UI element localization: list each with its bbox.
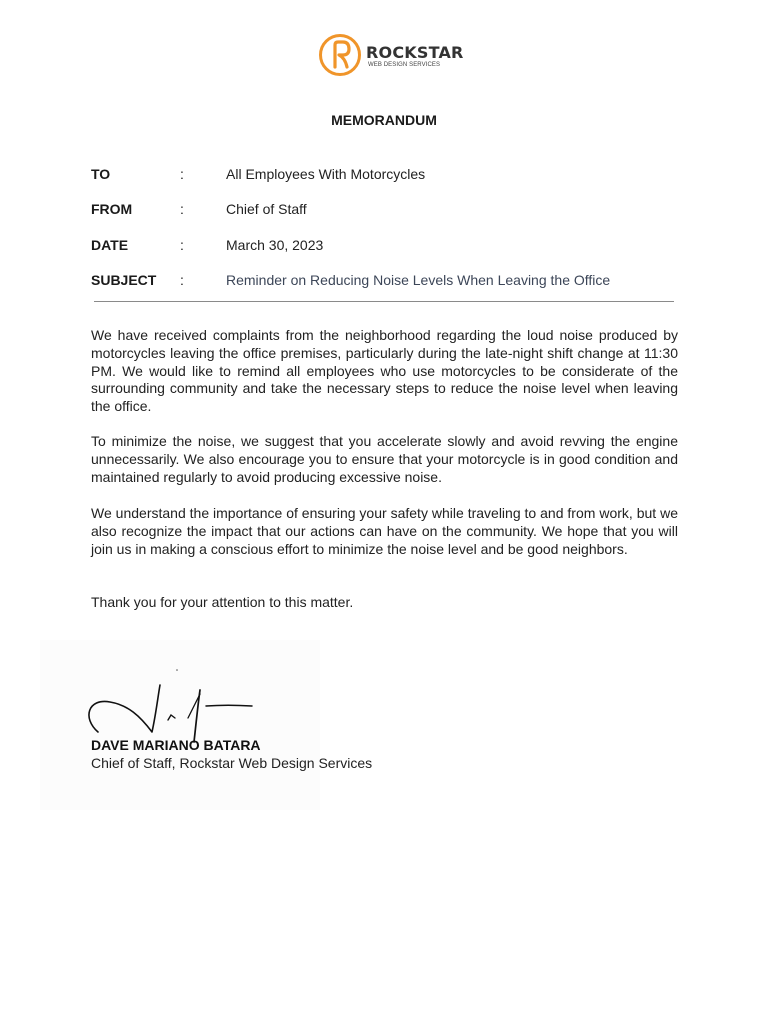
closing-line: Thank you for your attention to this matter. [91, 594, 354, 610]
header-label: FROM [91, 201, 133, 217]
signatory-name: DAVE MARIANO BATARA [91, 737, 261, 753]
header-colon: : [180, 272, 184, 288]
header-label: TO [91, 166, 111, 182]
logo-tagline: WEB DESIGN SERVICES [368, 62, 441, 68]
body-paragraph: To minimize the noise, we suggest that you accelerate slowly and avoid revving the engine unnecessarily. We also encourage you to ensure that your motorcycle is in good condition and maintained regularly to avoid producing excessive noise. [91, 433, 678, 485]
header-colon: : [180, 201, 184, 217]
signatory-title: Chief of Staff, Rockstar Web Design Services [91, 755, 373, 771]
header-value-to: All Employees With Motorcycles [226, 166, 426, 182]
header-value-subject: Reminder on Reducing Noise Levels When Leaving the Office [226, 272, 611, 288]
header-value-from: Chief of Staff [226, 201, 307, 217]
header-value-date: March 30, 2023 [226, 237, 324, 253]
header-colon: : [180, 237, 184, 253]
header-colon: : [180, 166, 184, 182]
body-paragraph: We have received complaints from the neighborhood regarding the loud noise produced by motorcycles leaving the office premises, particularly during the late-night shift change at 11:30 PM. We would like to remind all employees who use motorcycles to be considerate of the surrounding community and take the necessary steps to reduce the noise level when leaving the office. [91, 327, 678, 415]
rockstar-logo-icon [318, 31, 362, 79]
header-label: SUBJECT [91, 272, 157, 288]
logo-company-name: ROCKSTAR [366, 43, 464, 62]
header-divider [94, 301, 674, 302]
handwritten-signature [82, 668, 262, 748]
body-paragraph: We understand the importance of ensuring your safety while traveling to and from work, but we also recognize the impact that our actions can have on the community. We hope that you will join us in making a conscious effort to minimize the noise level and be good neighbors. [91, 505, 678, 557]
header-label: DATE [91, 237, 129, 253]
company-logo [318, 31, 464, 79]
memo-title: MEMORANDUM [331, 112, 437, 128]
